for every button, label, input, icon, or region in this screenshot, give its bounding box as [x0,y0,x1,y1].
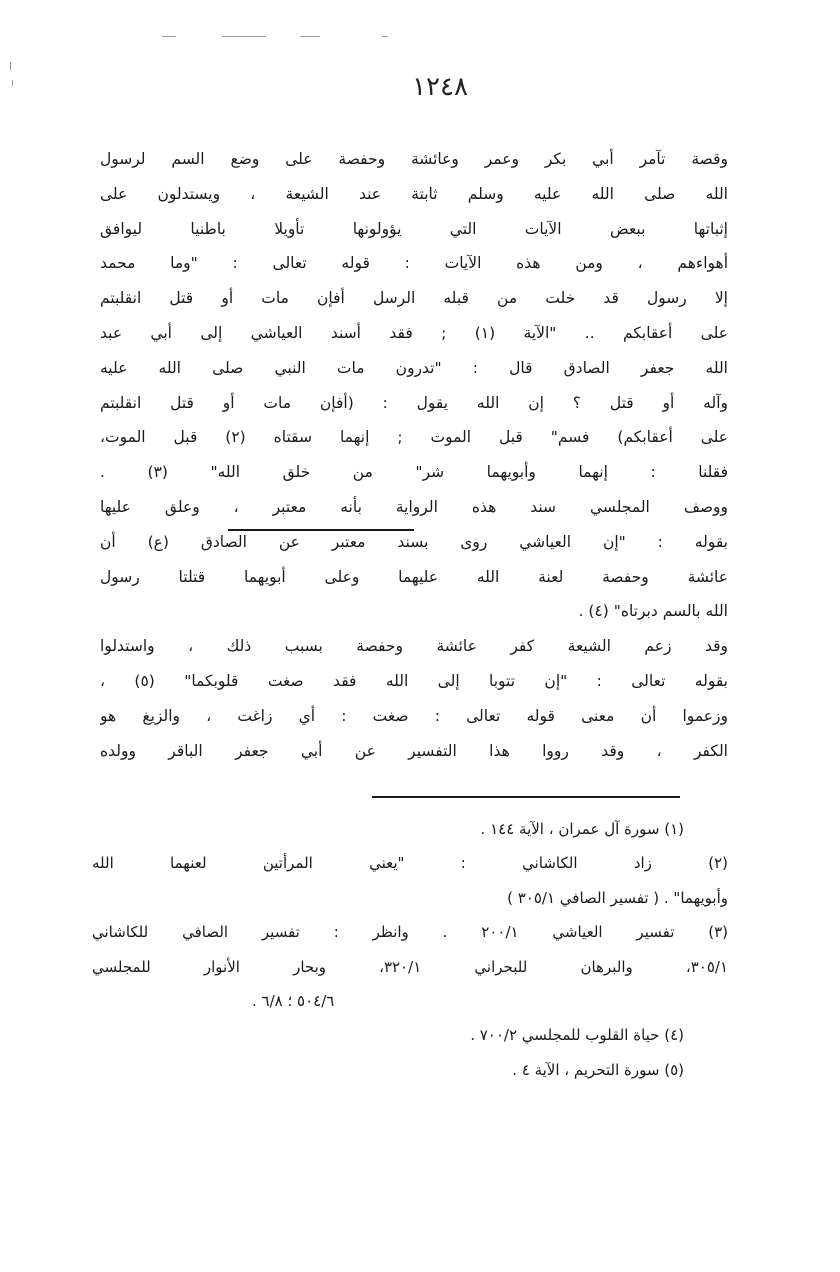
scan-artifact [10,62,11,70]
footnote-line: ٣٠٥/١، والبرهان للبحراني ٣٢٠/١، وبحار الأنوار للمجلسي [92,957,728,976]
text-line: بقوله : "إن العياشي روى بسند معتبر عن الصادق (ع) أن [100,532,728,551]
text-line: وقصة تآمر أبي بكر وعمر وعائشة وحفصة على وضع السم لرسول [100,150,728,168]
text-line: إثباتها ببعض الآيات التي يؤولونها تأويلا باطنيا ليوافق [100,219,728,238]
scan-artifact [12,80,13,86]
footnotes [92,812,728,1087]
footnote-line: (٣) تفسير العياشي ٢٠٠/١ . وانظر : تفسير الصافي للكاشاني [92,923,728,942]
scan-artifact [222,36,266,37]
scan-artifact [382,36,388,37]
text-line: وآله أو قتل ؟ إن الله يقول : (أفإن مات أو قتل انقلبتم [100,393,728,412]
text-line: الله بالسم دبرتاه" (٤) . [578,602,728,621]
footnote-line: (٢) زاد الكاشاني : "يعني المرأتين لعنهما الله [92,854,728,873]
footnote-line: (٤) حياة القلوب للمجلسي ٧٠٠/٢ . [470,1026,684,1045]
main-text [100,142,728,768]
text-line: بقوله تعالى : "إن تتوبا إلى الله فقد صغت قلوبكما" (٥) ، [100,671,728,690]
scan-artifact [162,36,176,37]
footnote-line: (١) سورة آل عمران ، الآية ١٤٤ . [480,820,684,838]
text-line: ووصف المجلسي سند هذه الرواية بأنه معتبر ، وعلق عليها [100,497,728,516]
footnote-line: (٥) سورة التحريم ، الآية ٤ . [512,1060,684,1079]
page-number: ١٢٤٨ [412,72,468,102]
text-line: وقد زعم الشيعة كفر عائشة وحفصة بسبب ذلك ، واستدلوا [100,637,728,656]
text-underline [228,529,414,531]
footnote-line: وأبويهما" . ( تفسير الصافي ٣٠٥/١ ) [507,888,728,907]
text-line: وزعموا أن معنى قوله تعالى : صغت : أي زاغت ، والزيغ هو [100,706,728,725]
text-line: الكفر ، وقد رووا هذا التفسير عن أبي جعفر الباقر وولده [100,741,728,760]
scan-artifact [300,36,320,37]
text-line: عائشة وحفصة لعنة الله عليهما وعلى أبويهما قتلتا رسول [100,567,728,586]
text-line: على أعقابكم .. "الآية (١) ; فقد أسند العياشي إلى أبي عبد [100,323,728,342]
text-line: الله جعفر الصادق قال : "تدرون مات النبي صلى الله عليه [100,358,728,377]
text-line: إلا رسول قد خلت من قبله الرسل أفإن مات أو قتل انقلبتم [100,289,728,308]
text-line: فقلنا : إنهما وأبويهما شر" من خلق الله" (٣) . [100,463,728,482]
footnote-separator [372,796,680,798]
text-line: الله صلى الله عليه وسلم ثابتة عند الشيعة ، ويستدلون على [100,184,728,203]
text-line: على أعقابكم) فسم" قبل الموت ; إنهما سقتاه (٢) قبل الموت، [100,428,728,447]
footnote-line: ٥٠٤/٦ ؛ ٦/٨ . [252,991,335,1010]
text-line: أهواءهم ، ومن هذه الآيات : قوله تعالى : "وما محمد [100,254,728,273]
